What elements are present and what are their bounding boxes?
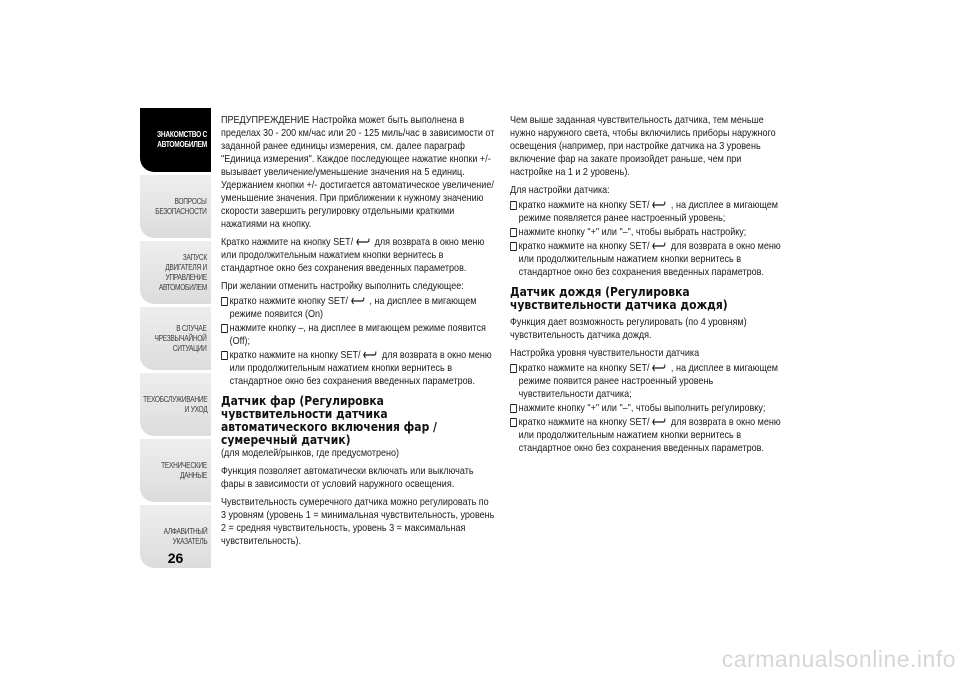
function-paragraph: Функция позволяет автоматически включать или выключать фары в зависимости от условий наружного освещения. — [221, 465, 474, 490]
left-column — [221, 114, 495, 553]
page-number: 26 — [167, 550, 184, 566]
back-arrow-icon — [351, 297, 365, 305]
right-column — [510, 114, 784, 456]
chapter-sidebar — [140, 108, 211, 571]
back-arrow-icon — [652, 201, 666, 209]
list-item: кратко нажмите кнопку SET/ , на дисплее в мигающем режиме появится (On) — [221, 295, 494, 321]
list-item: нажмите кнопку –, на дисплее в мигающем режиме появится (Off); — [221, 322, 494, 348]
back-arrow-icon — [652, 364, 666, 372]
list-item: кратко нажмите на кнопку SET/ , на дисплее в мигающем режиме появляется ранее настроенный уровень; — [510, 199, 783, 225]
list-item: кратко нажмите на кнопку SET/ для возврата в окно меню или продолжительным нажатием кнопки вернитесь в стандартное окно без сохранения введенных параметров. — [510, 240, 783, 279]
intro-paragraph: Чем выше заданная чувствительность датчика, тем меньше нужно наружного света, чтобы включились приборы наружного освещения (например, при настройке датчика на 3 уровень включение фар на закате произойдет раньше, чем при настройке на 1 и 2 уровень). — [510, 114, 776, 178]
chapter-tab-label: ЗНАКОМСТВО С АВТОМОБИЛЕМ — [156, 130, 207, 149]
rain-paragraph: Функция дает возможность регулировать (по 4 уровням) чувствительность датчика дождя. — [510, 316, 747, 341]
setup-paragraph: Для настройки датчика: — [510, 184, 610, 196]
watermark: carmanualsonline.info — [721, 646, 956, 672]
chapter-tab-label: В СЛУЧАЕ ЧРЕЗВЫЧАЙНОЙ СИТУАЦИИ — [154, 323, 207, 353]
warning-paragraph: ПРЕДУПРЕЖДЕНИЕ Настройка может быть выполнена в пределах 30 - 200 км/час или 20 - 125 миль/час в зависимости от заданной ранее единицы измерения, см. далее параграф "Единица измерения". Каждое последующее нажатие кнопки +/- вызывает увеличение/уменьшение значения на 5 единиц. Удержанием кнопки +/- достигается автоматическое увеличение/уменьшение значения. При приближении к нужному значению скорости завершить регулировку отдельными краткими нажатиями на кнопку. — [221, 114, 495, 230]
section-heading: Датчик дождя (Регулировка чувствительности датчика дождя) — [510, 284, 728, 312]
back-arrow-icon — [363, 351, 377, 359]
chapter-tab-label: ВОПРОСЫ БЕЗОПАСНОСТИ — [155, 196, 207, 216]
list-item: нажмите кнопку "+" или "–", чтобы выбрать настройку; — [510, 226, 783, 239]
chapter-tab-label: АЛФАВИТНЫЙ УКАЗАТЕЛЬ — [163, 526, 207, 546]
section-subheading: (для моделей/рынков, где предусмотрено) — [221, 447, 400, 459]
back-arrow-icon — [652, 418, 666, 426]
list-item: кратко нажмите на кнопку SET/ для возврата в окно меню или продолжительным нажатием кнопки вернитесь в стандартное окно без сохранения введенных параметров. — [510, 416, 783, 455]
sensitivity-paragraph: Чувствительность сумеречного датчика можно регулировать по 3 уровням (уровень 1 = минимальная чувствительность, уровень 2 = средняя чувствительность, уровень 3 = максимальная чувствительность). — [221, 496, 495, 547]
chapter-tab-label: ЗАПУСК ДВИГАТЕЛЯ И УПРАВЛЕНИЕ АВТОМОБИЛЕМ — [158, 252, 207, 292]
list-item: кратко нажмите на кнопку SET/ , на дисплее в мигающем режиме появится ранее настроенный уровень чувствительности датчика; — [510, 362, 783, 401]
rain-level-paragraph: Настройка уровня чувствительности датчика — [510, 347, 700, 359]
list-item: нажмите кнопку "+" или "–", чтобы выполнить регулировку; — [510, 402, 783, 415]
chapter-tab[interactable] — [140, 439, 211, 502]
list-item: кратко нажмите на кнопку SET/ для возврата в окно меню или продолжительным нажатием кнопки вернитесь в стандартное окно без сохранения введенных параметров. — [221, 349, 494, 388]
return-paragraph: Кратко нажмите на кнопку SET/ для возврата в окно меню или продолжительным нажатием кнопки вернитесь в стандартное окно без сохранения введенных параметров. — [221, 236, 485, 274]
chapter-tab[interactable] — [140, 108, 211, 172]
section-heading: Датчик фар (Регулировка чувствительности датчика автоматического включения фар / сумеречный датчик) — [221, 393, 437, 447]
chapter-tab-label: ТЕХНИЧЕСКИЕ ДАННЫЕ — [161, 460, 207, 480]
chapter-tab[interactable] — [140, 241, 211, 304]
chapter-tab[interactable] — [140, 373, 211, 436]
cancel-paragraph: При желании отменить настройку выполнить следующее: — [221, 280, 464, 292]
chapter-tab-label: ТЕХОБСЛУЖИВАНИЕ И УХОД — [142, 394, 207, 414]
chapter-tab[interactable] — [140, 175, 211, 238]
back-arrow-icon — [652, 242, 666, 250]
back-arrow-icon — [356, 238, 370, 246]
chapter-tab[interactable] — [140, 307, 211, 370]
